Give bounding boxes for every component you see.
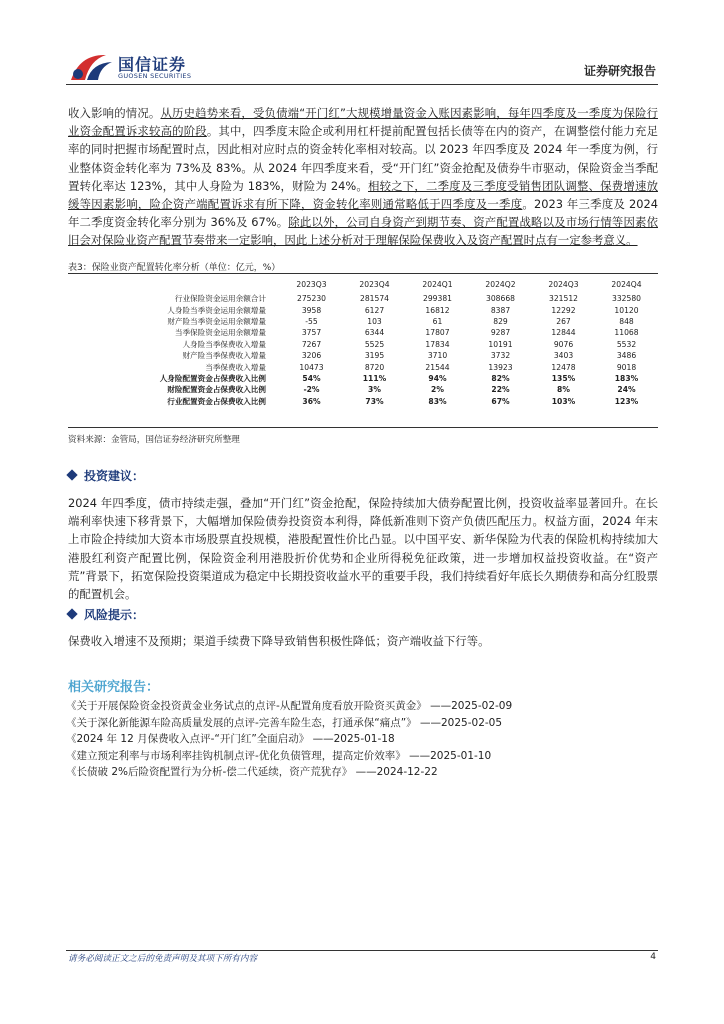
table-row (68, 361, 658, 372)
table-cell: 103 (367, 316, 382, 326)
table-cell: 3732 (490, 351, 511, 361)
table-row (68, 327, 658, 338)
body-paragraph-investment: 2024 年四季度，债市持续走强，叠加“开门红”资金抢配，保险持续加大债券配置比例，投资收益率显著回升。在长端利率快速下移背景下，大幅增加保险债券投资资本利得，降低新准则下资产负债匹配压力。权益方面，2024 年末上市险企持续加大资本市场股票直投规模，港股配置性价比凸显。以中国平安、新华保险为代表的保险机构持续加大港股红利资产配置比例，保险资金利用港股折价优势和企业所得税免征政策，进一步增加权益投资收益。在“资产荒”背景下，拓宽保险投资渠道成为稳定中长期投资收益水平的重要手段，我们持续看好年底长久期债券和高分红股票的配置机会。 (68, 496, 658, 602)
table-source-note: 资料来源：金管局，国信证券经济研究所整理 (68, 435, 240, 445)
body-paragraph-trend (68, 104, 658, 254)
table-cell: 17834 (425, 339, 450, 349)
table-cell: 11068 (614, 328, 639, 338)
guosen-logo-icon (68, 50, 114, 84)
table-cell: 9287 (490, 328, 511, 338)
related-report-link[interactable]: 《2024 年 12 月保费收入点评-“开门红”全面启动》 ——2025-01-18 (66, 733, 395, 745)
table-cell: 7267 (301, 339, 322, 349)
table-cell: 267 (556, 316, 571, 326)
table-row (68, 316, 658, 327)
table-cell: 2% (431, 385, 444, 395)
table-cell: 10191 (488, 339, 513, 349)
brand-name-en: GUOSEN SECURITIES (118, 72, 192, 80)
underlined-text: 从历史趋势来看，受负债端“开门红”大规模增量资金入账因素影响，每年四季度及一季度为保险行业资金配置诉求较高的阶段 (68, 106, 658, 139)
table-cell: 17807 (425, 328, 450, 338)
table-cell: 3486 (616, 351, 637, 361)
table-cell: 299381 (423, 294, 452, 304)
table-cell: 54% (302, 373, 321, 383)
table-cell: 321512 (549, 294, 578, 304)
related-report-link[interactable]: 《长债破 2%后险资配置行为分析-偿二代延续，资产荒犹存》 ——2024-12-22 (66, 766, 438, 778)
table-cell: 135% (551, 373, 576, 383)
table-bottom-rule (68, 427, 658, 428)
table-row-ratio (68, 384, 658, 395)
table-cell: 123% (614, 396, 639, 406)
table-cell: 67% (491, 396, 510, 406)
allocation-conversion-table (68, 275, 658, 407)
row-label: 财险配置资金占保费收入比例 (167, 385, 266, 395)
guosen-logo (68, 50, 218, 84)
related-report-link[interactable]: 《关于开展保险资金投资黄金业务试点的点评-从配置角度看放开险资买黄金》 ——2025-02-09 (66, 700, 513, 712)
table-cell: -55 (305, 316, 318, 326)
related-report-link[interactable]: 《关于深化新能源车险高质量发展的点评-完善车险生态，打通承保“痛点”》 ——2025-02-05 (66, 716, 503, 729)
table-cell: 281574 (360, 294, 389, 304)
table-cell: 3% (368, 385, 381, 395)
text-span: 收入影响的情况。 (68, 106, 161, 120)
table-cell: 103% (551, 396, 576, 406)
table-header-row (68, 275, 658, 293)
table-row-ratio (68, 396, 658, 407)
table-cell: 332580 (612, 294, 641, 304)
page-number: 4 (650, 952, 656, 962)
related-reports-list (66, 698, 666, 781)
report-type-label: 证券研究报告 (583, 64, 656, 78)
table-row (68, 350, 658, 361)
table-cell: 13923 (488, 362, 513, 372)
row-label: 人身险配置资金占保费收入比例 (159, 373, 266, 383)
table-cell: 12292 (551, 305, 576, 315)
table-cell: 73% (365, 396, 384, 406)
table-cell: 10120 (614, 305, 639, 315)
table-cell: 8387 (490, 305, 511, 315)
table-cell: 5532 (616, 339, 637, 349)
table-cell: 848 (619, 316, 634, 326)
table-row-ratio (68, 373, 658, 384)
column-header: 2024Q1 (422, 279, 453, 289)
table-corner-cell (68, 275, 280, 293)
table-cell: 24% (617, 385, 636, 395)
row-label: 当季保费收入增量 (205, 362, 266, 372)
table-row (68, 293, 658, 304)
table-cell: 22% (491, 385, 510, 395)
section-heading-risk (68, 606, 144, 623)
table-cell: -2% (303, 385, 320, 395)
row-label: 当季保险资金运用余额增量 (174, 328, 266, 338)
related-reports-heading: 相关研究报告： (68, 680, 160, 695)
table-cell: 308668 (486, 294, 515, 304)
table-cell: 10473 (299, 362, 324, 372)
table-top-rule (68, 273, 658, 274)
table-cell: 82% (491, 373, 510, 383)
table-cell: 8% (557, 385, 570, 395)
table-cell: 3757 (301, 328, 322, 338)
table-cell: 12844 (551, 328, 576, 338)
table-cell: 12478 (551, 362, 576, 372)
table-cell: 3403 (553, 351, 574, 361)
diamond-bullet-icon (66, 469, 77, 480)
section-heading-text: 风险提示： (84, 608, 145, 622)
row-label: 人身险当季保费收入增量 (182, 339, 266, 349)
section-heading-investment (68, 467, 144, 484)
table-cell: 36% (302, 396, 321, 406)
row-label: 人身险当季资金运用余额增量 (167, 305, 266, 315)
brand-name-cn: 国信证券 (118, 55, 187, 74)
table-cell: 275230 (297, 294, 326, 304)
table-cell: 3195 (364, 351, 385, 361)
row-label: 行业保险资金运用余额合计 (174, 294, 266, 304)
footer-disclaimer: 请务必阅读正文之后的免责声明及其项下所有内容 (68, 954, 258, 964)
body-paragraph-risk: 保费收入增速不及预期；渠道手续费下降导致销售积极性降低；资产端收益下行等。 (68, 634, 490, 648)
table-cell: 3206 (301, 351, 322, 361)
table-cell: 829 (493, 316, 508, 326)
table-cell: 9076 (553, 339, 574, 349)
column-header: 2023Q3 (296, 279, 327, 289)
table-cell: 6344 (364, 328, 385, 338)
table-cell: 9018 (616, 362, 637, 372)
table-cell: 61 (432, 316, 443, 326)
table-cell: 3958 (301, 305, 322, 315)
row-label: 财产险当季资金运用余额增量 (167, 316, 266, 326)
footer-divider (66, 950, 658, 951)
table-cell: 83% (428, 396, 447, 406)
table-cell: 8720 (364, 362, 385, 372)
table-cell: 5525 (364, 339, 385, 349)
table-row (68, 339, 658, 350)
row-label: 财产险当季保费收入增量 (182, 351, 266, 361)
column-header: 2024Q2 (485, 279, 516, 289)
diamond-bullet-icon (66, 608, 77, 619)
table-cell: 94% (428, 373, 447, 383)
page-header (66, 50, 658, 84)
table-cell: 21544 (425, 362, 450, 372)
section-heading-text: 投资建议： (84, 469, 145, 483)
table-title: 表3：保险业资产配置转化率分析（单位：亿元，%） (68, 263, 281, 273)
table-row (68, 304, 658, 315)
underlined-text: 相较之下，二季度及三季度受销售团队调整、保费增速放缓等因素影响，险企资产端配置诉求有所下降，资金转化率则通常略低于四季度及一季度 (68, 178, 658, 212)
text-span: 。其中，四季度末险企或利用杠杆提前配置包括长债等在内的资产，在调整偿付能力充足率的同时把握市场配置时点，因此相对应时点的资金转化率相对较高。以 2023 年四季度及 2024 年一季度为例，行业整体资金转化率为 73%及 83%。从 2024 年四季度来看，受“开门红”资金抢配及债券牛市驱动，保险资金当季配置转化率达 123%，其中人身险为 183%，财险为 24%。 (68, 124, 658, 193)
column-header: 2024Q4 (611, 279, 642, 289)
table-cell: 16812 (425, 305, 450, 315)
column-header: 2023Q4 (359, 279, 390, 289)
related-report-link[interactable]: 《建立预定利率与市场利率挂钩机制点评-优化负债管理，提高定价效率》 ——2025-01-10 (66, 749, 492, 762)
column-header: 2024Q3 (548, 279, 579, 289)
table-cell: 3710 (427, 351, 448, 361)
underlined-text: 除此以外，公司自身资产到期节奏、资产配置战略以及市场行情等因素依旧会对保险业资产配置节奏带来一定影响，因此上述分析对于理解保险保费收入及资产配置时点有一定参考意义。 (68, 215, 658, 248)
text-span: 。2023 年三季度及 2024 年二季度资金转化率分别为 36%及 67%。 (68, 197, 658, 230)
table-cell: 183% (614, 373, 639, 383)
table-cell: 111% (362, 373, 387, 383)
row-label: 行业配置资金占保费收入比例 (167, 396, 266, 406)
header-divider (66, 84, 658, 85)
table-cell: 6127 (364, 305, 385, 315)
